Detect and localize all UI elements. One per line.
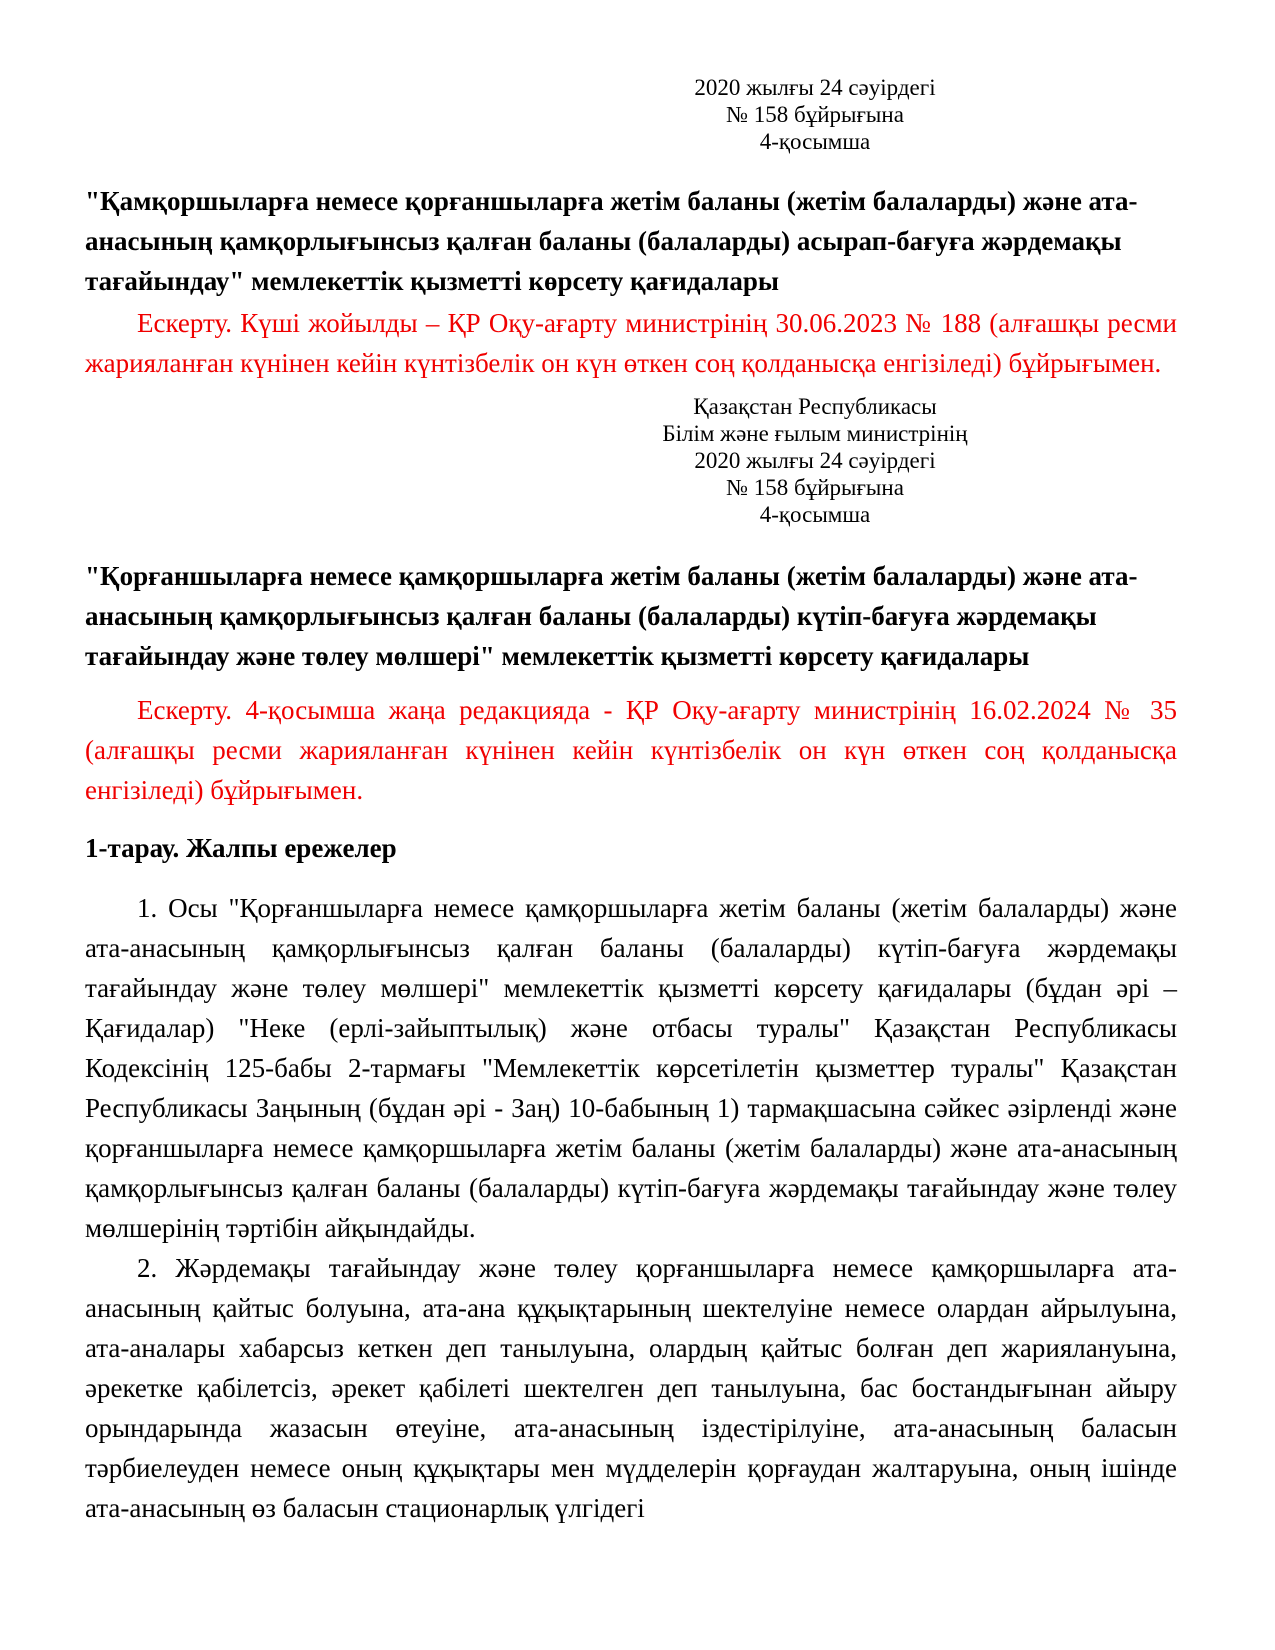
order-reference-line: Қазақстан Республикасы (693, 394, 937, 419)
order-reference-line: Білім және ғылым министрінің (662, 421, 968, 446)
amendment-note: Ескерту. 4-қосымша жаңа редакцияда - ҚР Оқу-ағарту министрінің 16.02.2024 № 35 (алғашқы ресми жарияланған күнінен кейін күнтізбелік он күн өткен соң қолданысқа енгізіледі) бұйрығымен. (85, 695, 1177, 805)
order-reference-line: 2020 жылғы 24 сәуірдегі (694, 448, 936, 473)
order-reference-full (453, 393, 1177, 528)
order-reference-line: 4-қосымша (759, 129, 871, 154)
order-reference-line: № 158 бұйрығына (726, 475, 904, 500)
paragraph-1: 1. Осы "Қорғаншыларға немесе қамқоршыларға жетім баланы (жетім балаларды) және ата-анасының қамқорлығынсыз қалған баланы (балаларды) күтіп-бағуға жәрдемақы тағайындау және төлеу мөлшері" мемлекеттік қызметті көрсету қағидалары (бұдан әрі – Қағидалар) "Неке (ерлі-зайыптылық) және отбасы туралы" Қазақстан Республикасы Кодексінің 125-бабы 2-тармағы "Мемлекеттік көрсетілетін қызметтер туралы" Қазақстан Республикасы Заңының (бұдан әрі - Заң) 10-бабының 1) тармақшасына сәйкес әзірленді және қорғаншыларға немесе қамқоршыларға жетім баланы (жетім балаларды) және ата-анасының қамқорлығынсыз қалған баланы (балаларды) күтіп-бағуға жәрдемақы тағайындау және төлеу мөлшерінің тәртібін айқындайды. (85, 893, 1177, 1243)
repealed-rules-title: "Қамқоршыларға немесе қорғаншыларға жетім баланы (жетім балаларды) және ата-анасының қамқорлығынсыз қалған баланы (балаларды) асырап-бағуға жәрдемақы тағайындау" мемлекеттік қызметті көрсету қағидалары (85, 186, 1138, 296)
current-rules-title: "Қорғаншыларға немесе қамқоршыларға жетім баланы (жетім балаларды) және ата-анасының қамқорлығынсыз қалған баланы (балаларды) күтіп-бағуға жәрдемақы тағайындау және төлеу мөлшері" мемлекеттік қызметті көрсету қағидалары (85, 561, 1138, 671)
order-reference-top (453, 74, 1177, 155)
paragraph-2: 2. Жәрдемақы тағайындау және төлеу қорғаншыларға немесе қамқоршыларға ата-анасының қайтыс болуына, ата-ана құқықтарының шектелуіне немесе олардан айрылуына, ата-аналары хабарсыз кеткен деп танылуына, олардың қайтыс болған деп жариялануына, әрекетке қабілетсіз, әрекет қабілеті шектелген деп танылуына, бас бостандығынан айыру орындарында жазасын өтеуіне, ата-анасының іздестірілуіне, ата-анасының баласын тәрбиелеуден немесе оның құқықтары мен мүдделерін қорғаудан жалтаруына, оның ішінде ата-анасының өз баласын стационарлық үлгідегі (85, 1253, 1177, 1523)
repeal-note: Ескерту. Күші жойылды – ҚР Оқу-ағарту министрінің 30.06.2023 № 188 (алғашқы ресми жарияланған күнінен кейін күнтізбелік он күн өткен соң қолданысқа енгізіледі) бұйрығымен. (85, 308, 1177, 378)
order-reference-line: 2020 жылғы 24 сәуірдегі (694, 75, 936, 100)
chapter-1-heading: 1-тарау. Жалпы ережелер (85, 833, 397, 863)
order-reference-line: 4-қосымша (759, 502, 871, 527)
order-reference-line: № 158 бұйрығына (726, 102, 904, 127)
